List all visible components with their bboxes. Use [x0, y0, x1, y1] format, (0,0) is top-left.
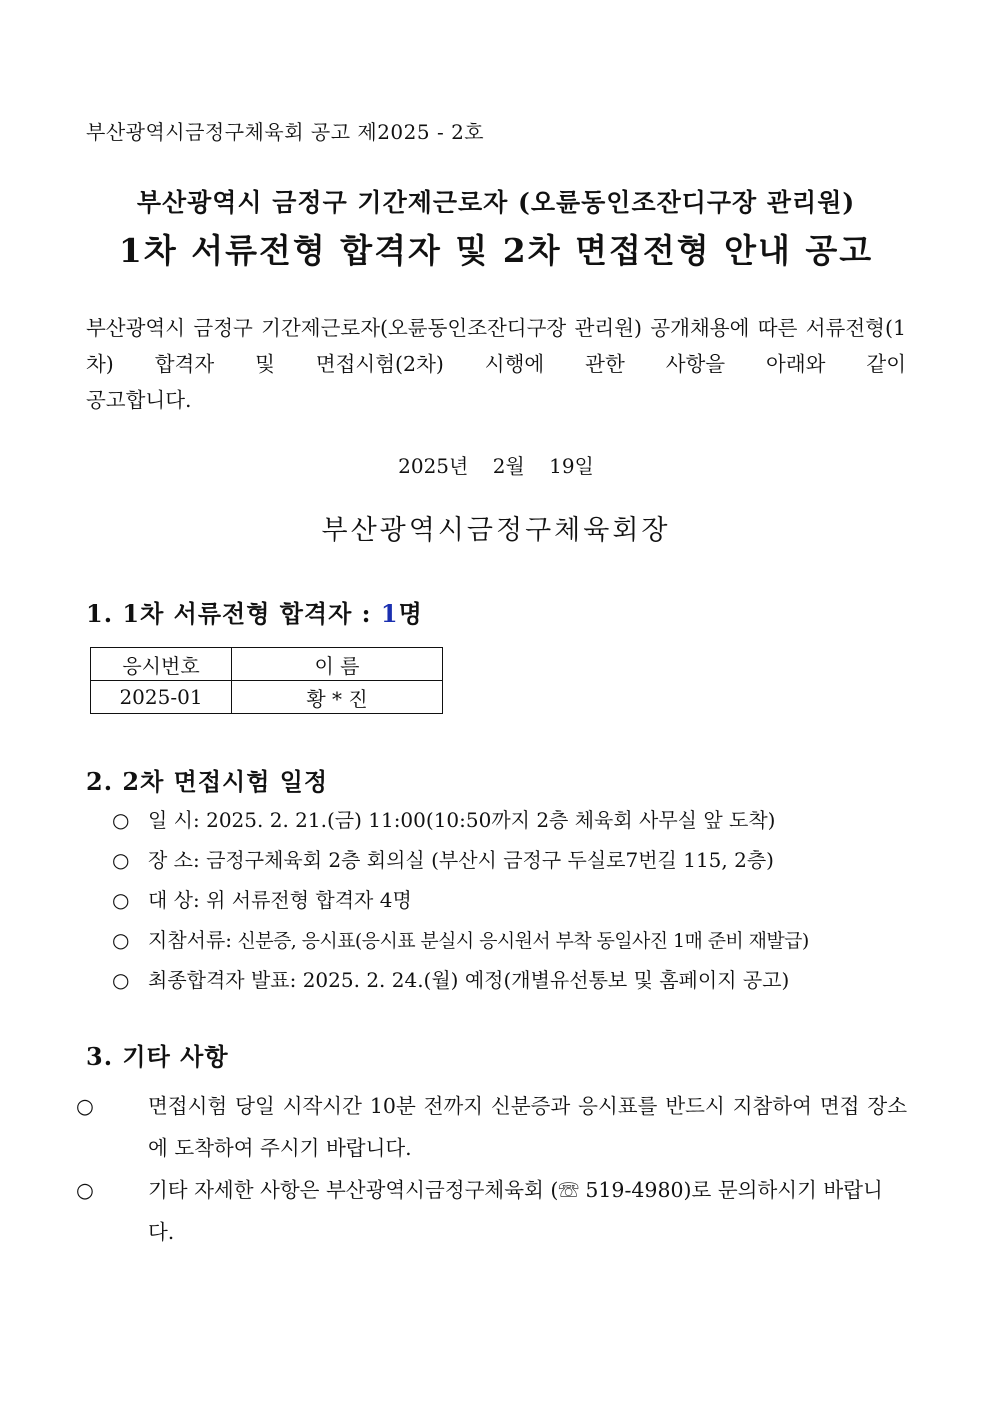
list-item	[76, 1085, 907, 1169]
schedule-value: 금정구체육회 2층 회의실 (부산시 금정구 두실로7번길 115, 2층)	[199, 848, 774, 872]
misc-text: 기타 자세한 사항은 부산광역시금정구체육회 (☏ 519-4980)로 문의하시기 바랍니다.	[148, 1178, 883, 1244]
notice-number: 부산광역시금정구체육회 공고 제2025 - 2호	[86, 120, 485, 144]
list-item	[112, 923, 912, 963]
section-3-heading: 3. 기타 사항	[86, 1042, 229, 1071]
schedule-label: 지참서류:	[148, 928, 233, 952]
schedule-label: 대 상:	[148, 888, 200, 912]
notice-date: 2025년 2월 19일	[398, 454, 594, 478]
section-1-heading-suffix: 명	[398, 599, 423, 628]
intro-last: 공고합니다.	[86, 388, 192, 412]
schedule-label: 장 소:	[148, 848, 200, 872]
issuer: 부산광역시금정구체육회장	[321, 515, 671, 546]
list-item	[112, 803, 912, 843]
schedule-value: 2025. 2. 24.(월) 예정(개별유선통보 및 홈페이지 공고)	[296, 968, 790, 992]
list-item	[112, 883, 912, 923]
schedule-value: 위 서류전형 합격자 4명	[199, 888, 412, 912]
section-1-heading	[86, 594, 423, 629]
list-item	[112, 843, 912, 883]
col-number-header: 응시번호	[91, 648, 232, 681]
list-item	[76, 1169, 907, 1253]
pass-table	[90, 647, 443, 714]
circle-bullet-icon: ○	[112, 888, 130, 912]
circle-bullet-icon: ○	[112, 968, 130, 992]
intro-main: 부산광역시 금정구 기간제근로자(오륜동인조잔디구장 관리원) 공개채용에 따른 서류전형(1차) 합격자 및 면접시험(2차) 시행에 관한 사항을 아래와 같이	[86, 316, 906, 376]
schedule-list	[112, 803, 912, 1003]
intro-paragraph	[86, 310, 906, 418]
misc-text: 면접시험 당일 시작시간 10분 전까지 신분증과 응시표를 반드시 지참하여 면접 장소에 도착하여 주시기 바랍니다.	[148, 1094, 907, 1160]
circle-bullet-icon: ○	[112, 848, 130, 872]
circle-bullet-icon: ○	[112, 928, 130, 952]
list-item	[112, 963, 912, 1003]
schedule-label: 최종합격자 발표:	[148, 968, 297, 992]
schedule-value: 2025. 2. 21.(금) 11:00(10:50까지 2층 체육회 사무실 앞 도착)	[199, 808, 776, 832]
schedule-value: 신분증, 응시표(응시표 분실시 응시원서 부착 동일사진 1매 준비 재발급)	[232, 930, 809, 952]
section-1-count: 1	[380, 599, 399, 628]
section-1-heading-prefix: 1. 1차 서류전형 합격자 :	[86, 599, 381, 628]
circle-bullet-icon: ○	[76, 1178, 94, 1202]
col-name-header: 이 름	[232, 648, 443, 681]
row-number: 2025-01	[91, 681, 232, 714]
table-header-row	[91, 648, 443, 681]
misc-list	[76, 1085, 907, 1253]
schedule-label: 일 시:	[148, 808, 200, 832]
circle-bullet-icon: ○	[76, 1094, 94, 1118]
title-line-2: 1차 서류전형 합격자 및 2차 면접전형 안내 공고	[118, 231, 874, 270]
section-2-heading: 2. 2차 면접시험 일정	[86, 767, 329, 796]
row-name: 황 * 진	[232, 681, 443, 714]
table-row	[91, 681, 443, 714]
circle-bullet-icon: ○	[112, 808, 130, 832]
title-line-1: 부산광역시 금정구 기간제근로자 (오륜동인조잔디구장 관리원)	[136, 188, 856, 217]
